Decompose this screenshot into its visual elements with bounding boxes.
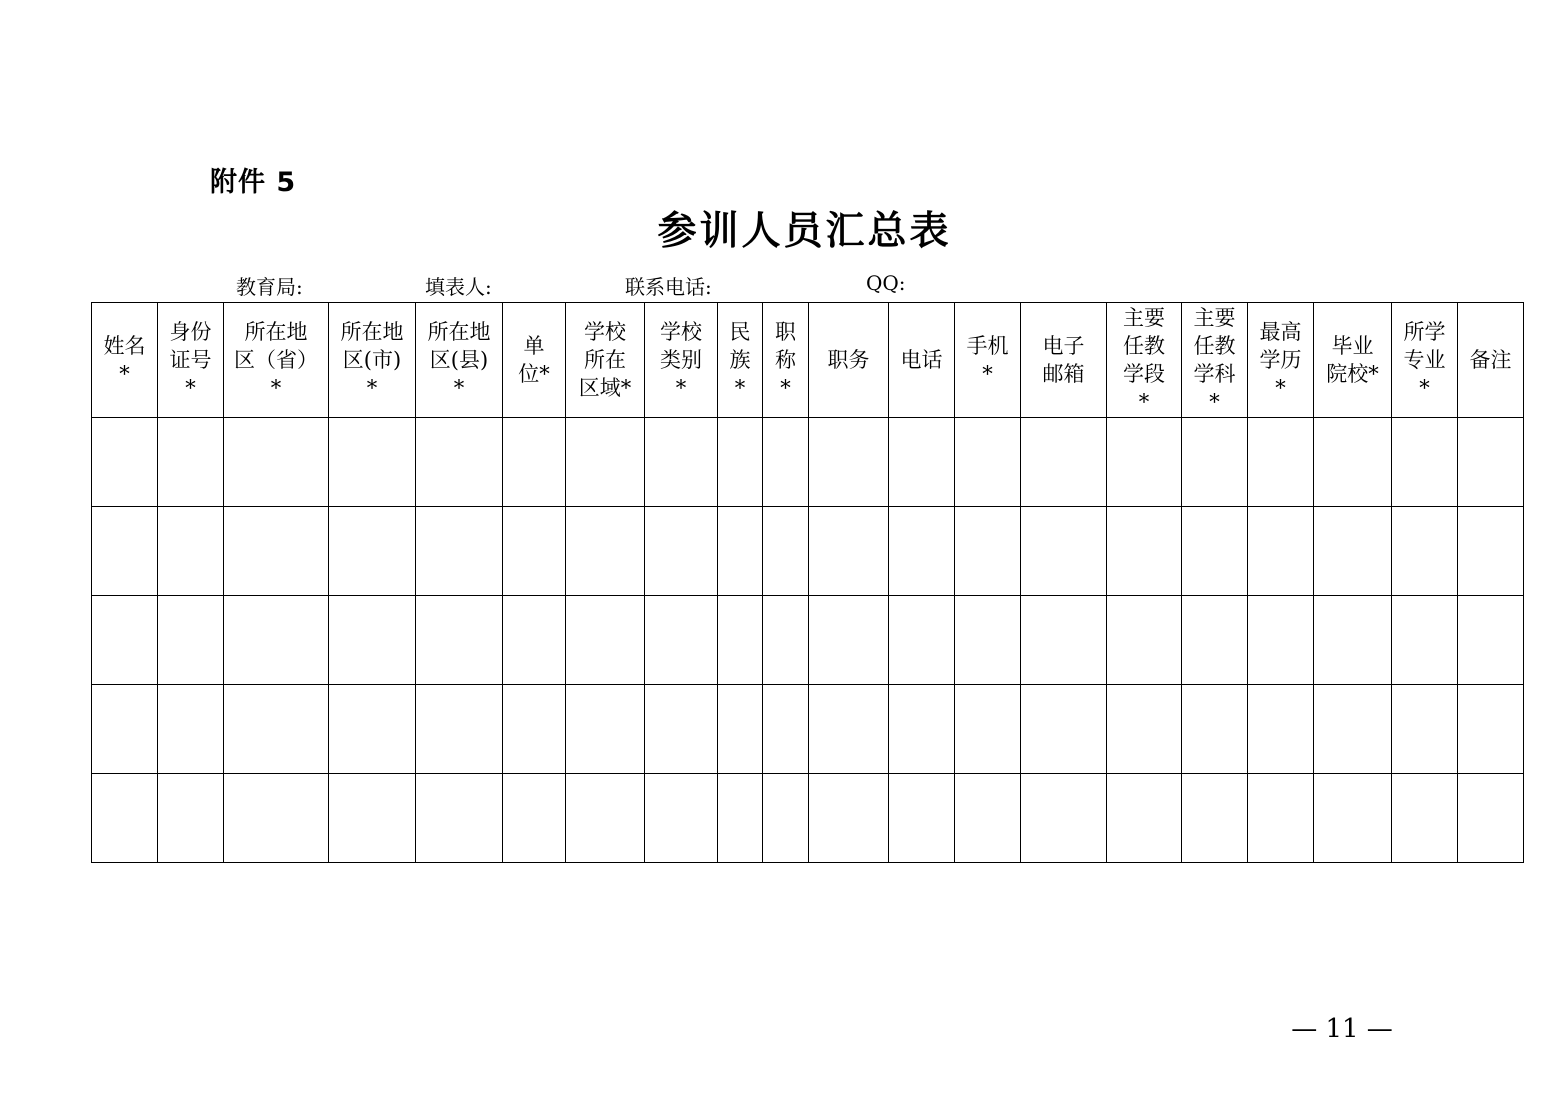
table-cell [224, 507, 329, 596]
table-cell [645, 774, 718, 863]
column-header: 职 称 * [763, 303, 809, 418]
trainee-summary-table [91, 302, 1524, 863]
table-cell [503, 685, 566, 774]
table-cell [1021, 685, 1107, 774]
table-cell [92, 418, 158, 507]
table-cell [763, 418, 809, 507]
table-row [92, 507, 1524, 596]
table-cell [1248, 685, 1314, 774]
column-header: 职务 [809, 303, 889, 418]
table-cell [1107, 418, 1182, 507]
table-cell [718, 418, 763, 507]
table-cell [158, 418, 224, 507]
column-header: 学校 类别 * [645, 303, 718, 418]
table-cell [718, 507, 763, 596]
table-cell [224, 774, 329, 863]
table-cell [566, 507, 645, 596]
table-cell [329, 507, 416, 596]
table-row [92, 685, 1524, 774]
table-cell [1182, 774, 1248, 863]
table-cell [955, 685, 1021, 774]
table-cell [92, 596, 158, 685]
education-bureau-label: 教育局: [236, 275, 303, 299]
table-cell [1182, 418, 1248, 507]
table-cell [566, 596, 645, 685]
table-cell [1458, 507, 1524, 596]
table-cell [1392, 774, 1458, 863]
table-body [92, 418, 1524, 863]
table-cell [1392, 418, 1458, 507]
table-cell [1107, 685, 1182, 774]
table-cell [416, 507, 503, 596]
table-header-row [92, 303, 1524, 418]
table-cell [503, 596, 566, 685]
column-header: 所学 专业 * [1392, 303, 1458, 418]
document-title: 参训人员汇总表 [657, 209, 952, 254]
table-cell [1248, 774, 1314, 863]
table-cell [1248, 418, 1314, 507]
table-cell [416, 774, 503, 863]
table-cell [158, 685, 224, 774]
table-cell [158, 596, 224, 685]
table-cell [566, 685, 645, 774]
table-cell [809, 507, 889, 596]
qq-label: QQ: [866, 271, 906, 295]
table-cell [763, 596, 809, 685]
table-cell [1314, 507, 1392, 596]
column-header: 电子 邮箱 [1021, 303, 1107, 418]
table-cell [416, 596, 503, 685]
table-cell [718, 596, 763, 685]
table-cell [329, 685, 416, 774]
table-cell [1392, 507, 1458, 596]
table-cell [1458, 418, 1524, 507]
table-cell [503, 774, 566, 863]
table-cell [809, 596, 889, 685]
column-header: 身份 证号 * [158, 303, 224, 418]
table-cell [1021, 774, 1107, 863]
table-cell [1248, 507, 1314, 596]
table-cell [1458, 596, 1524, 685]
table-cell [92, 685, 158, 774]
table-cell [1248, 596, 1314, 685]
table-cell [1107, 596, 1182, 685]
table-cell [645, 596, 718, 685]
table-cell [92, 507, 158, 596]
table-cell [889, 507, 955, 596]
column-header: 学校 所在 区域* [566, 303, 645, 418]
column-header: 所在地 区(市) * [329, 303, 416, 418]
table-cell [763, 507, 809, 596]
column-header: 电话 [889, 303, 955, 418]
table-cell [329, 596, 416, 685]
column-header: 姓名 * [92, 303, 158, 418]
attachment-label: 附件 5 [210, 167, 297, 198]
table-cell [1182, 507, 1248, 596]
table-cell [1314, 418, 1392, 507]
table-cell [1021, 596, 1107, 685]
table-cell [763, 685, 809, 774]
table-cell [416, 418, 503, 507]
table-row [92, 774, 1524, 863]
table-cell [889, 596, 955, 685]
table-cell [158, 774, 224, 863]
table-cell [92, 774, 158, 863]
table-cell [955, 774, 1021, 863]
table-cell [1021, 507, 1107, 596]
column-header: 民 族 * [718, 303, 763, 418]
table-cell [329, 774, 416, 863]
table-row [92, 418, 1524, 507]
table-cell [1392, 596, 1458, 685]
column-header: 毕业 院校* [1314, 303, 1392, 418]
column-header: 所在地 区(县) * [416, 303, 503, 418]
table-cell [566, 774, 645, 863]
table-cell [1182, 596, 1248, 685]
column-header: 备注 [1458, 303, 1524, 418]
table-cell [416, 685, 503, 774]
column-header: 手机 * [955, 303, 1021, 418]
table-cell [809, 774, 889, 863]
filler-label: 填表人: [425, 275, 492, 299]
table-cell [224, 596, 329, 685]
table-cell [503, 507, 566, 596]
page-number: — 11 — [1291, 1014, 1393, 1044]
table-cell [889, 418, 955, 507]
table-cell [1182, 685, 1248, 774]
table-cell [718, 774, 763, 863]
column-header: 最高 学历 * [1248, 303, 1314, 418]
table-cell [224, 418, 329, 507]
table-row [92, 596, 1524, 685]
contact-phone-label: 联系电话: [625, 275, 712, 299]
column-header: 主要 任教 学科 * [1182, 303, 1248, 418]
table-cell [763, 774, 809, 863]
table-cell [566, 418, 645, 507]
table-cell [1392, 685, 1458, 774]
table-cell [1314, 596, 1392, 685]
table-cell [645, 685, 718, 774]
table-cell [809, 685, 889, 774]
table-cell [809, 418, 889, 507]
column-header: 主要 任教 学段 * [1107, 303, 1182, 418]
table-cell [955, 418, 1021, 507]
table-cell [718, 685, 763, 774]
table-cell [329, 418, 416, 507]
column-header: 单 位* [503, 303, 566, 418]
table-cell [1314, 685, 1392, 774]
table-cell [955, 596, 1021, 685]
table-cell [503, 418, 566, 507]
table-cell [1458, 685, 1524, 774]
table-cell [1314, 774, 1392, 863]
table-cell [1107, 507, 1182, 596]
table-cell [224, 685, 329, 774]
table-cell [889, 685, 955, 774]
table-cell [889, 774, 955, 863]
table-cell [645, 418, 718, 507]
column-header: 所在地 区（省） * [224, 303, 329, 418]
table-cell [1458, 774, 1524, 863]
table-cell [158, 507, 224, 596]
table-cell [645, 507, 718, 596]
table-cell [1021, 418, 1107, 507]
table-cell [955, 507, 1021, 596]
table-cell [1107, 774, 1182, 863]
